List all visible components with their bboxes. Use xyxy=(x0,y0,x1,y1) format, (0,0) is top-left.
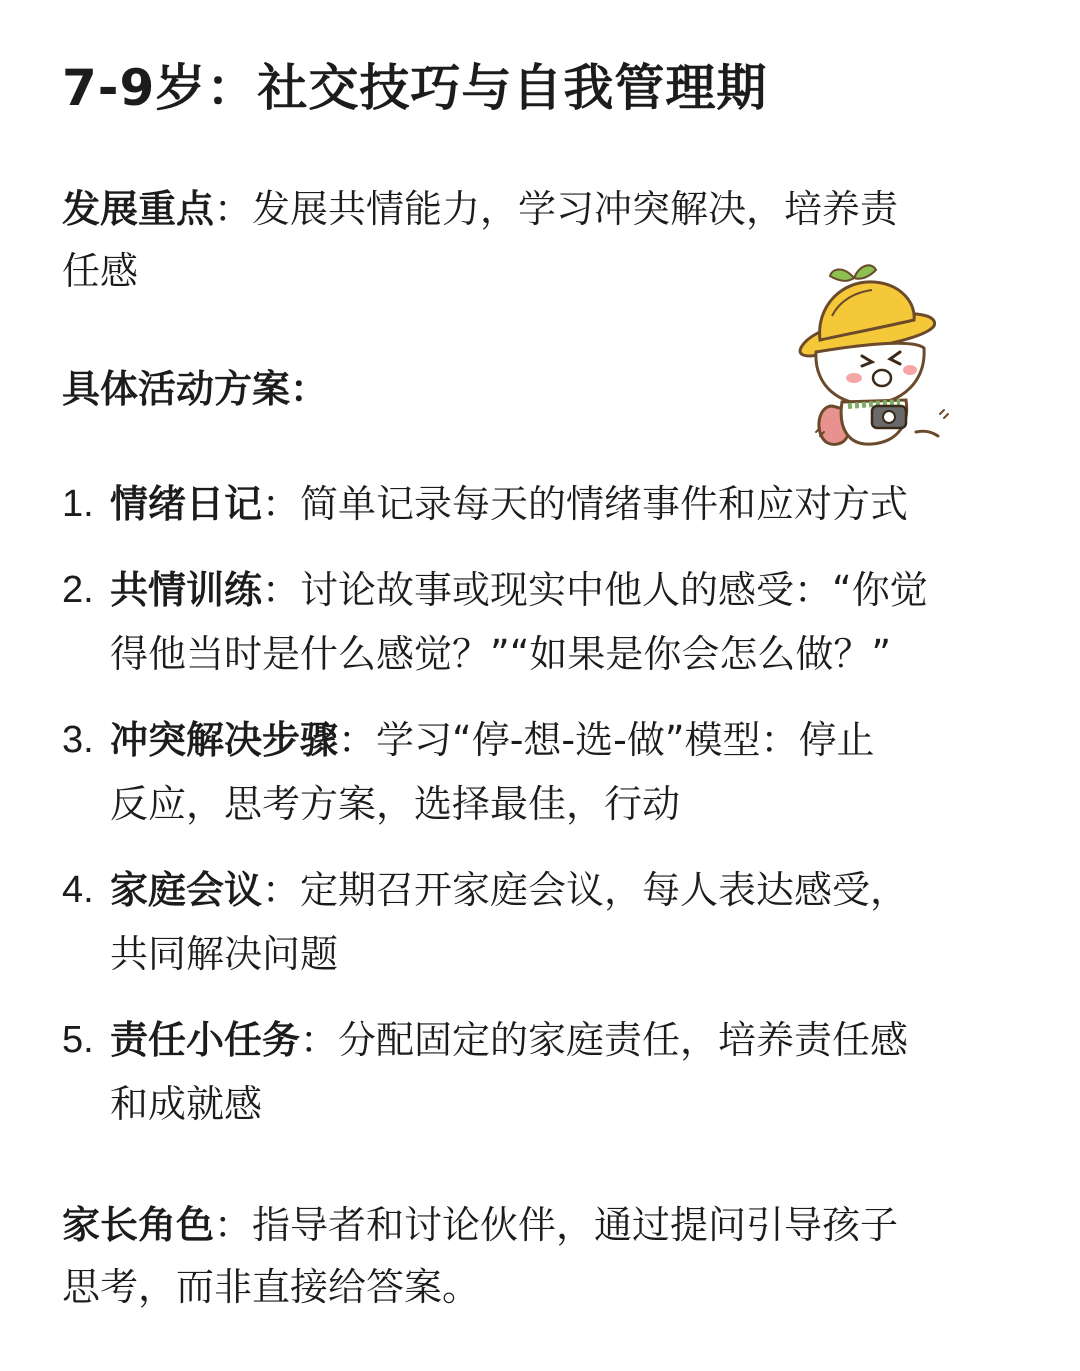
parent-role-text-1: 指导者和讨论伙伴，通过提问引导孩子 xyxy=(252,1203,899,1247)
activity-item-label: 冲突解决步骤 xyxy=(110,718,339,762)
parent-role-label: 家长角色 xyxy=(62,1203,215,1247)
activity-item-text-1: 定期召开家庭会议，每人表达感受， xyxy=(300,868,909,912)
activity-item-body xyxy=(110,858,908,986)
activity-item-text-1: 分配固定的家庭责任，培养责任感 xyxy=(338,1018,909,1062)
activity-item-colon: ： xyxy=(262,482,301,526)
parent-role-line-2: 思考，而非直接给答案。 xyxy=(62,1265,481,1309)
activity-item-number: 3. xyxy=(62,719,94,761)
parent-role-line-1 xyxy=(62,1194,898,1256)
parent-role-paragraph xyxy=(62,1194,898,1318)
activity-item-body xyxy=(110,708,875,836)
activity-item-number: 4. xyxy=(62,869,94,911)
activity-item-colon: ： xyxy=(300,1018,339,1062)
activity-item-line-1 xyxy=(110,472,908,536)
activity-item-colon: ： xyxy=(262,868,301,912)
page-title: 7-9岁：社交技巧与自我管理期 xyxy=(62,59,768,117)
activity-item-text-1: 简单记录每天的情绪事件和应对方式 xyxy=(300,482,909,526)
activity-plan-heading xyxy=(62,358,328,420)
activity-item-line-1 xyxy=(110,858,908,922)
activity-item-line-2: 反应，思考方案，选择最佳，行动 xyxy=(110,782,681,826)
activity-item-number: 1. xyxy=(62,483,94,525)
activity-item-line-2: 共同解决问题 xyxy=(110,932,339,976)
activity-item-body xyxy=(110,472,908,536)
activity-item-text-1: 学习“停-想-选-做”模型：停止 xyxy=(376,718,875,762)
activity-item-body xyxy=(110,1008,908,1136)
development-focus-line-1 xyxy=(62,178,898,240)
parent-role-colon: ： xyxy=(214,1203,253,1247)
activity-item-colon: ： xyxy=(262,568,301,612)
development-focus-text-1: 发展共情能力，学习冲突解决，培养责 xyxy=(252,187,899,231)
activity-plan-label: 具体活动方案： xyxy=(62,367,329,411)
development-focus-paragraph xyxy=(62,178,898,302)
development-focus-label: 发展重点 xyxy=(62,187,215,231)
activity-item-line-2: 得他当时是什么感觉？”“如果是你会怎么做？” xyxy=(110,632,892,676)
activity-item-line-1 xyxy=(110,708,875,772)
activity-item-line-1 xyxy=(110,1008,908,1072)
activity-item-line-2: 和成就感 xyxy=(110,1082,263,1126)
activity-item-number: 2. xyxy=(62,569,94,611)
activity-item-number: 5. xyxy=(62,1019,94,1061)
development-focus-colon: ： xyxy=(214,187,253,231)
activity-item-label: 情绪日记 xyxy=(110,482,263,526)
activity-item-text-1: 讨论故事或现实中他人的感受：“你觉 xyxy=(300,568,928,612)
development-focus-line-2: 任感 xyxy=(62,249,139,293)
cartoon-child-sticker-icon xyxy=(792,256,952,456)
activity-item-line-1 xyxy=(110,558,928,622)
activity-item-label: 家庭会议 xyxy=(110,868,263,912)
activity-item-body xyxy=(110,558,928,686)
activity-item-colon: ： xyxy=(338,718,377,762)
activity-item-label: 责任小任务 xyxy=(110,1018,301,1062)
activity-item-label: 共情训练 xyxy=(110,568,263,612)
